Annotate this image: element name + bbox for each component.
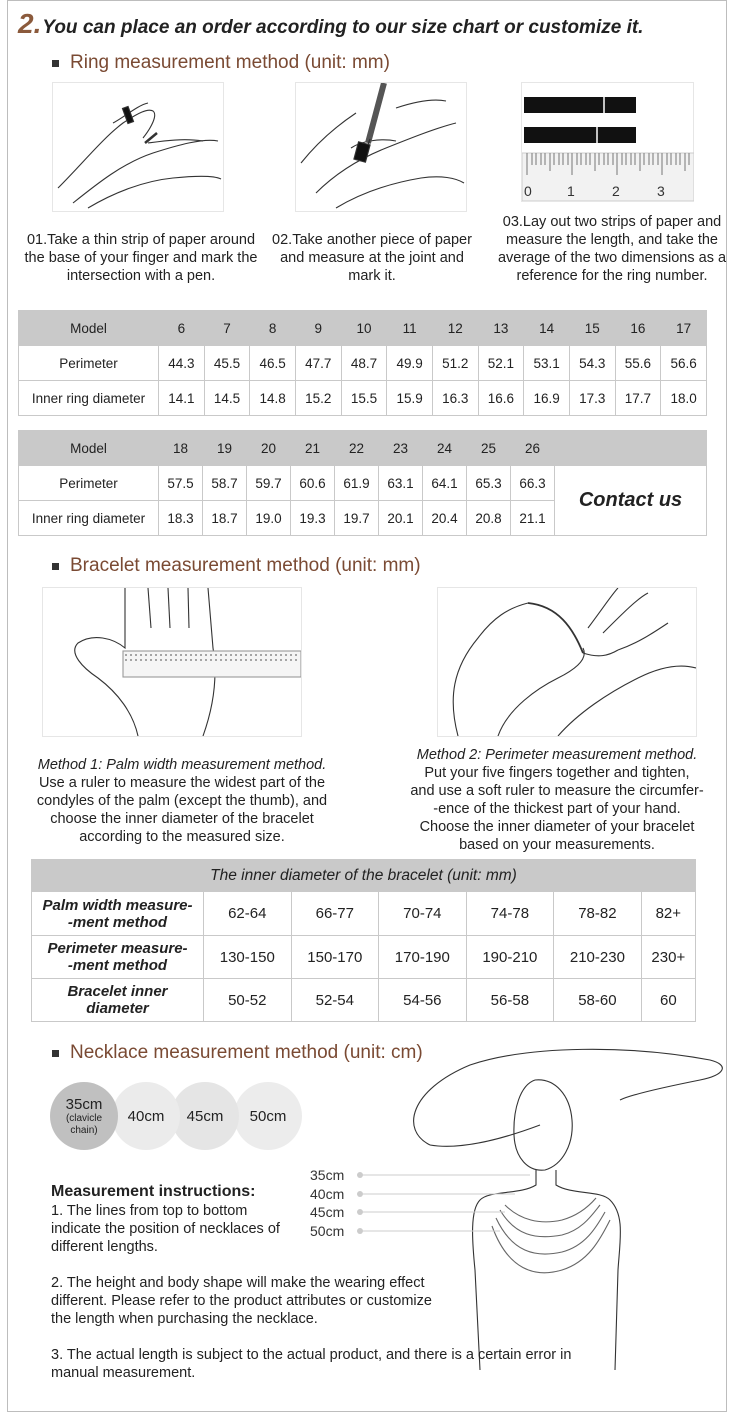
- bullet-square-icon: [52, 60, 59, 67]
- circle-sublabel: chain): [70, 1124, 98, 1136]
- table-cell: 16.6: [478, 381, 524, 416]
- ring-size-table-2: [18, 430, 707, 536]
- method2-line: Put your five fingers together and tighten,: [424, 765, 690, 781]
- length-circle-35cm: [50, 1082, 118, 1150]
- table-cell: 8: [250, 311, 296, 346]
- row-label: [32, 892, 204, 936]
- table-cell: Inner ring diameter: [19, 381, 159, 416]
- circle-label: 35cm: [65, 1095, 103, 1113]
- table-cell: 14.1: [159, 381, 205, 416]
- table-cell: 17: [661, 311, 707, 346]
- table-cell: 19.0: [247, 501, 291, 536]
- method1-description: [7, 756, 357, 846]
- table-cell: 24: [423, 431, 467, 466]
- table-cell: 26: [511, 431, 555, 466]
- table-cell: 55.6: [615, 346, 661, 381]
- ring-size-table-1: [18, 310, 707, 416]
- table-cell: 16.3: [432, 381, 478, 416]
- table-cell: 18.3: [159, 501, 203, 536]
- method2-line: -ence of the thickest part of your hand.: [433, 801, 681, 817]
- table-cell: 70-74: [379, 892, 467, 936]
- table-cell: 48.7: [341, 346, 387, 381]
- table-cell: 19.3: [291, 501, 335, 536]
- length-circle-40cm: [112, 1082, 180, 1150]
- table-cell: 14.8: [250, 381, 296, 416]
- bullet-square-icon: [52, 1050, 59, 1057]
- table-cell: 21.1: [511, 501, 555, 536]
- table-row: [32, 979, 696, 1022]
- table-header-row: [19, 431, 707, 466]
- header-number: 2.: [18, 8, 42, 39]
- diagram-label-45cm: 45cm: [310, 1204, 345, 1220]
- table-cell: 58-60: [554, 979, 642, 1022]
- table-cell: 44.3: [159, 346, 205, 381]
- table-cell: 21: [291, 431, 335, 466]
- instruction-line: 2. The height and body shape will make the wearing effect: [51, 1275, 425, 1291]
- bracelet-size-table: [31, 859, 696, 1022]
- ring-section-title-text: Ring measurement method (unit: mm): [70, 52, 390, 73]
- table-cell: 15: [569, 311, 615, 346]
- table-cell: 13: [478, 311, 524, 346]
- table-caption-row: [32, 860, 696, 892]
- diagram-label-50cm: 50cm: [310, 1223, 345, 1239]
- perimeter-illustration: [437, 587, 697, 737]
- table-cell: 59.7: [247, 466, 291, 501]
- table-header-row: [19, 311, 707, 346]
- diagram-label-40cm: 40cm: [310, 1186, 345, 1202]
- instruction-3: [51, 1346, 571, 1382]
- method1-line: condyles of the palm (except the thumb), and: [36, 793, 328, 809]
- method2-line: based on your measurements.: [459, 837, 655, 853]
- table-cell: 54-56: [379, 979, 467, 1022]
- row-label-line: Palm width measure-: [42, 896, 193, 914]
- table-row: [32, 936, 696, 979]
- table-cell: 18.0: [661, 381, 707, 416]
- table-cell: 20.4: [423, 501, 467, 536]
- table-cell: 54.3: [569, 346, 615, 381]
- table-cell: 51.2: [432, 346, 478, 381]
- instruction-line: the length when purchasing the necklace.: [51, 1311, 318, 1327]
- table-row: [19, 466, 707, 501]
- table-cell: [555, 431, 707, 466]
- method1-title: Method 1: Palm width measurement method.: [37, 757, 327, 773]
- table-cell: 25: [467, 431, 511, 466]
- instruction-line: different. Please refer to the product attributes or customize: [51, 1293, 432, 1309]
- instruction-line: 1. The lines from top to bottom: [51, 1203, 248, 1219]
- table-row: [32, 892, 696, 936]
- table-cell: 11: [387, 311, 433, 346]
- bracelet-section-title-text: Bracelet measurement method (unit: mm): [70, 555, 421, 576]
- circle-label: 40cm: [127, 1107, 165, 1125]
- table-cell: 57.5: [159, 466, 203, 501]
- table-cell: 78-82: [554, 892, 642, 936]
- table-cell: 15.5: [341, 381, 387, 416]
- necklace-section-title-text: Necklace measurement method (unit: cm): [70, 1042, 423, 1063]
- instruction-line: different lengths.: [51, 1239, 158, 1255]
- ruler-label-0: 0: [524, 183, 532, 199]
- table-row: [19, 346, 707, 381]
- table-cell: 14: [524, 311, 570, 346]
- table-cell: 66-77: [291, 892, 379, 936]
- method2-title: Method 2: Perimeter measurement method.: [416, 747, 698, 763]
- table-cell: 19.7: [335, 501, 379, 536]
- table-cell: 46.5: [250, 346, 296, 381]
- method1-line: according to the measured size.: [79, 829, 285, 845]
- table-cell: 150-170: [291, 936, 379, 979]
- row-label: [32, 936, 204, 979]
- table-cell: 15.9: [387, 381, 433, 416]
- ruler-label-3: 3: [657, 183, 665, 199]
- ring-step3-illustration: [521, 82, 694, 202]
- table-cell: 52-54: [291, 979, 379, 1022]
- row-label-line: diameter: [86, 1000, 149, 1017]
- table-cell: 58.7: [203, 466, 247, 501]
- table-cell: 17.7: [615, 381, 661, 416]
- table-cell: 74-78: [466, 892, 554, 936]
- bullet-square-icon: [52, 563, 59, 570]
- bracelet-section-title: [52, 555, 421, 577]
- instruction-line: 3. The actual length is subject to the actual product, and there is a certain error in: [51, 1347, 572, 1363]
- instructions-title: Measurement instructions:: [51, 1183, 256, 1200]
- row-label: [32, 979, 204, 1022]
- table-cell: Perimeter: [19, 346, 159, 381]
- table-cell: 6: [159, 311, 205, 346]
- table-cell: 170-190: [379, 936, 467, 979]
- table-cell: 63.1: [379, 466, 423, 501]
- method2-line: Choose the inner diameter of your bracelet: [419, 819, 695, 835]
- table-cell: 210-230: [554, 936, 642, 979]
- table-row: [19, 381, 707, 416]
- table-cell: 53.1: [524, 346, 570, 381]
- table-cell: 47.7: [295, 346, 341, 381]
- palm-width-illustration: [42, 587, 302, 737]
- table-cell: 60.6: [291, 466, 335, 501]
- table-cell: 16.9: [524, 381, 570, 416]
- diagram-label-35cm: 35cm: [310, 1167, 345, 1183]
- table-cell: 17.3: [569, 381, 615, 416]
- table-cell: 61.9: [335, 466, 379, 501]
- table-cell: 18.7: [203, 501, 247, 536]
- row-label-line: -ment method: [67, 957, 168, 974]
- row-label-line: Perimeter measure-: [47, 940, 188, 957]
- table-cell: 10: [341, 311, 387, 346]
- table-caption: The inner diameter of the bracelet (unit: mm): [32, 860, 696, 892]
- header-title: You can place an order according to our size chart or customize it.: [42, 17, 644, 38]
- table-cell: 19: [203, 431, 247, 466]
- page-header: [18, 8, 643, 38]
- table-cell: 82+: [641, 892, 695, 936]
- table-cell: Perimeter: [19, 466, 159, 501]
- table-cell: 9: [295, 311, 341, 346]
- table-cell: 7: [204, 311, 250, 346]
- table-cell: 190-210: [466, 936, 554, 979]
- ring-step2-illustration: [295, 82, 467, 212]
- table-cell: 23: [379, 431, 423, 466]
- table-cell: 14.5: [204, 381, 250, 416]
- ring-section-title: [52, 52, 390, 74]
- circle-label: 50cm: [249, 1107, 287, 1125]
- ring-step1-caption: 01.Take a thin strip of paper around the base of your finger and mark the intersection with a pen.: [24, 232, 258, 284]
- length-circle-45cm: [171, 1082, 239, 1150]
- table-cell: 130-150: [204, 936, 292, 979]
- instruction-1: [51, 1202, 280, 1256]
- method2-description: [382, 746, 732, 854]
- table-cell: Inner ring diameter: [19, 501, 159, 536]
- instruction-line: indicate the position of necklaces of: [51, 1221, 280, 1237]
- table-cell: 56-58: [466, 979, 554, 1022]
- ruler-label-1: 1: [567, 183, 575, 199]
- table-cell: 20.1: [379, 501, 423, 536]
- table-cell: 64.1: [423, 466, 467, 501]
- ring-step3-caption: 03.Lay out two strips of paper and measure the length, and take the average of the two dimensions as a reference for the ring number.: [497, 214, 727, 284]
- table-cell: 20.8: [467, 501, 511, 536]
- circle-label: 45cm: [186, 1107, 224, 1125]
- row-label-line: Bracelet inner: [67, 983, 168, 1000]
- ring-step2-caption: 02.Take another piece of paper and measure at the joint and mark it.: [272, 232, 472, 284]
- method1-line: choose the inner diameter of the bracelet: [50, 811, 314, 827]
- table-cell: 20: [247, 431, 291, 466]
- instruction-line: manual measurement.: [51, 1365, 196, 1381]
- table-cell: 22: [335, 431, 379, 466]
- table-cell: 230+: [641, 936, 695, 979]
- method1-line: Use a ruler to measure the widest part of the: [38, 775, 326, 791]
- table-cell: 16: [615, 311, 661, 346]
- row-label-line: -ment method: [67, 913, 168, 931]
- length-circle-50cm: [234, 1082, 302, 1150]
- table-cell: 12: [432, 311, 478, 346]
- table-cell: 60: [641, 979, 695, 1022]
- circle-sublabel: (clavicle: [65, 1112, 103, 1124]
- table-cell: 49.9: [387, 346, 433, 381]
- contact-us-link[interactable]: Contact us: [555, 466, 707, 536]
- table-cell: 15.2: [295, 381, 341, 416]
- method2-line: and use a soft ruler to measure the circumfer-: [410, 783, 704, 799]
- table-cell: 18: [159, 431, 203, 466]
- table-cell: 50-52: [204, 979, 292, 1022]
- table-cell: 65.3: [467, 466, 511, 501]
- table-cell: 56.6: [661, 346, 707, 381]
- table-cell: 45.5: [204, 346, 250, 381]
- table-cell: 52.1: [478, 346, 524, 381]
- table-cell: 66.3: [511, 466, 555, 501]
- table-cell: Model: [19, 311, 159, 346]
- ruler-label-2: 2: [612, 183, 620, 199]
- table-cell: 62-64: [204, 892, 292, 936]
- ring-step1-illustration: [52, 82, 224, 212]
- instruction-2: [51, 1274, 432, 1328]
- table-cell: Model: [19, 431, 159, 466]
